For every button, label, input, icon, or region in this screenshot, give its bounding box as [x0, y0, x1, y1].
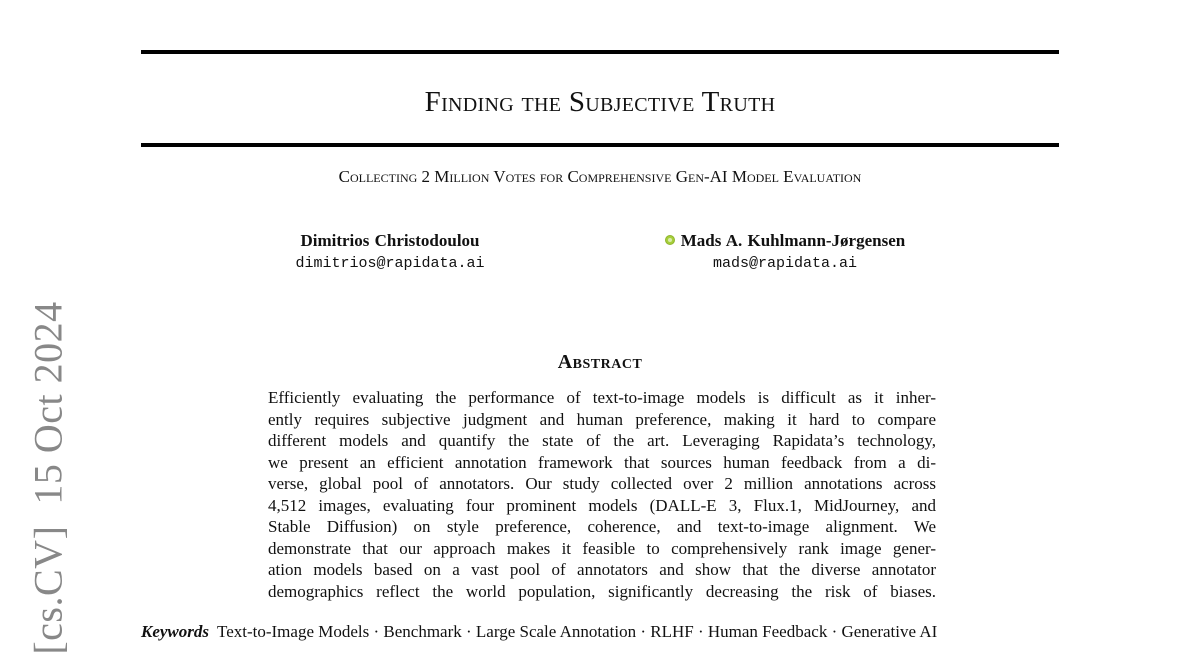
- keywords: [141, 620, 1059, 644]
- author-name: Dimitrios Christodoulou: [300, 231, 480, 250]
- abstract-line: Efficiently evaluating the performance of text-to-image models is difficult as it inher-: [268, 388, 936, 407]
- abstract-line: 4,512 images, evaluating four prominent models (DALL-E 3, Flux.1, MidJourney, and: [268, 495, 936, 515]
- author-block-1: [250, 230, 530, 274]
- abstract-heading: Abstract: [557, 351, 643, 373]
- author-block-2: [630, 230, 940, 274]
- abstract-line: demonstrate that our approach makes it feasible to comprehensively rank image gener-: [268, 538, 936, 558]
- arxiv-stamp: [cs.CV] 15 Oct 2024: [25, 301, 71, 655]
- paper-subtitle: Collecting 2 Million Votes for Comprehensive Gen-AI Model Evaluation: [338, 167, 862, 186]
- keywords-label: Keywords: [141, 622, 209, 641]
- abstract-line: ation models based on a vast pool of annotators and show that the diverse annotator: [268, 560, 936, 579]
- author-email[interactable]: mads@rapidata.ai: [712, 255, 858, 272]
- abstract-line: demographics reflect the world population, significantly decreasing the risk of biases.: [268, 581, 936, 601]
- author-name-line: [630, 230, 940, 252]
- abstract-line: ently requires subjective judgment and human preference, making it hard to compare: [268, 409, 936, 429]
- keywords-text: Text-to-Image Models · Benchmark · Large Scale Annotation · RLHF · Human Feedback · Generative AI: [217, 622, 938, 641]
- author-email[interactable]: dimitrios@rapidata.ai: [295, 255, 485, 272]
- abstract-line: verse, global pool of annotators. Our study collected over 2 million annotations across: [268, 474, 936, 493]
- abstract-line: Stable Diffusion) on style preference, coherence, and text-to-image alignment. We: [268, 517, 936, 536]
- title-rule-bottom: [141, 143, 1059, 147]
- abstract-body: [268, 387, 936, 602]
- author-name: Mads A. Kuhlmann-Jørgensen: [680, 231, 906, 250]
- orcid-icon[interactable]: [665, 235, 675, 245]
- paper-title: Finding the Subjective Truth: [424, 86, 776, 118]
- abstract-line: we present an efficient annotation framework that sources human feedback from a di-: [268, 452, 936, 472]
- title-rule-top: [141, 50, 1059, 54]
- abstract-line: different models and quantify the state of the art. Leveraging Rapidata’s technology,: [268, 431, 936, 450]
